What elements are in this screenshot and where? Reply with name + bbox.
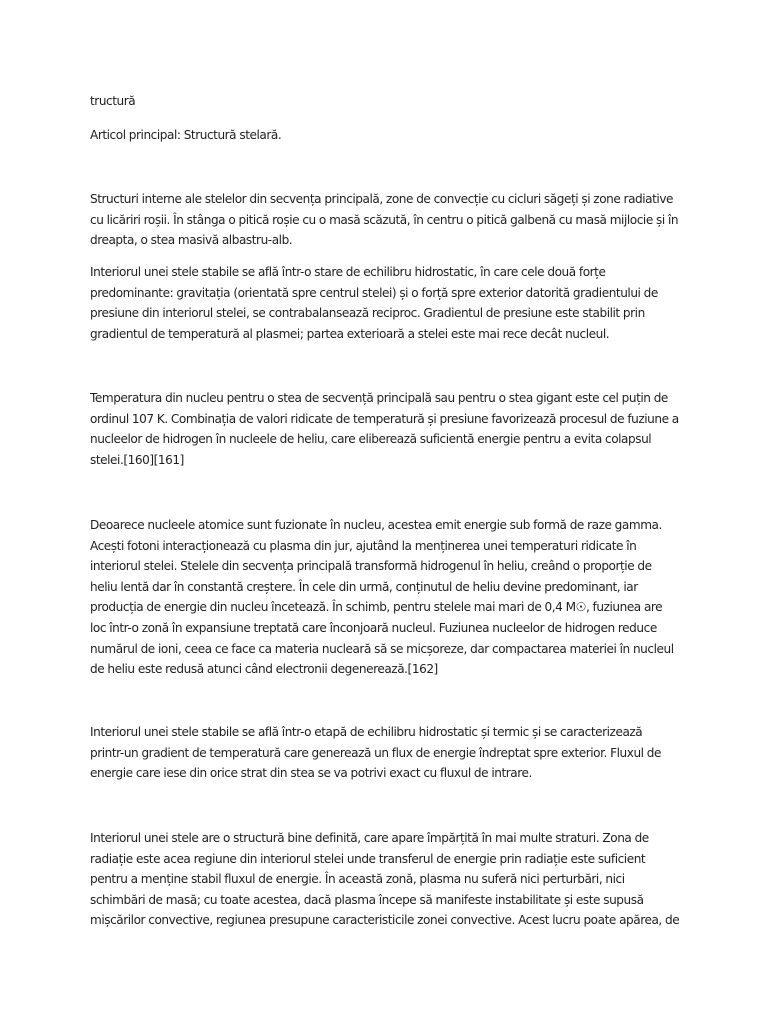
paragraph-fusion	[90, 515, 690, 680]
paragraph-line: Interiorul unei stele are o structură bine definită, care apare împărțită în mai multe straturi. Zona de	[90, 831, 649, 845]
paragraph-structure	[90, 828, 690, 931]
heading-text: tructură	[90, 94, 136, 108]
paragraph-line: stelei.[160][161]	[90, 452, 184, 467]
paragraph-core-temperature	[90, 388, 690, 470]
paragraph-line: mișcărilor convective, regiunea presupune caracteristicile zonei convective. Acest lucru poate apărea, de	[90, 913, 680, 928]
paragraph-line: ordinul 107 K. Combinația de valori ridicate de temperatură și presiune favorizează procesul de fuziune a	[90, 411, 679, 426]
section-heading	[90, 91, 690, 112]
paragraph-line: cu licăriri roșii. În stânga o pitică roșie cu o masă scăzută, în centru o pitică galbenă cu masă mijlocie și în	[90, 212, 679, 227]
paragraph-line: numărul de ioni, ceea ce face ca materia nucleară să se micșoreze, dar compactarea materiei în nucleul	[90, 641, 674, 656]
paragraph-line: radiație este acea regiune din interiorul stelei unde transferul de energie prin radiație este suficient	[90, 851, 646, 866]
paragraph-line: nucleelor de hidrogen în nucleele de heliu, care eliberează suficientă energie pentru a evita colapsul	[90, 432, 652, 447]
paragraph-line: Structuri interne ale stelelor din secvența principală, zone de convecție cu cicluri săgeți și zone radiative	[90, 192, 674, 206]
paragraph-line: loc într-o zonă în expansiune treptată care înconjoară nucleul. Fuziunea nucleelor de hidrogen reduce	[90, 620, 657, 635]
paragraph-line: pentru a menține stabil fluxul de energie. În această zonă, plasma nu suferă nici perturbări, nici	[90, 872, 625, 887]
main-article-note-text: Articol principal: Structură stelară.	[90, 128, 282, 142]
paragraph-line: interiorul stelei. Stelele din secvența principală transformă hidrogenul în heliu, creând o proporție de	[90, 559, 652, 574]
paragraph-line: producția de energie din nucleu încetează. În schimb, pentru stelele mai mari de 0,4 M☉, fuziunea are	[90, 600, 663, 615]
paragraph-line: Interiorul unei stele stabile se află într-o stare de echilibru hidrostatic, în care cele două forțe	[90, 265, 606, 279]
paragraph-line: presiune din interiorul stelei, se contrabalansează reciproc. Gradientul de presiune este stabilit prin	[90, 306, 645, 321]
paragraph-equilibrium	[90, 262, 690, 344]
paragraph-line: energie care iese din orice strat din stea se va potrivi exact cu fluxul de intrare.	[90, 766, 532, 781]
paragraph-line: Interiorul unei stele stabile se află într-o etapă de echilibru hidrostatic și termic și se caracterizează	[90, 725, 643, 739]
paragraph-thermal-equilibrium	[90, 722, 690, 784]
paragraph-line: Deoarece nucleele atomice sunt fuzionate în nucleu, acestea emit energie sub formă de raze gamma.	[90, 518, 662, 532]
paragraph-line: predominante: gravitația (orientată spre centrul stelei) și o forță spre exterior datorită gradientului de	[90, 285, 658, 300]
paragraph-line: heliu lentă dar în constantă creștere. În cele din urmă, conținutul de heliu devine predominant, iar	[90, 579, 638, 594]
paragraph-line: schimbări de masă; cu toate acestea, dacă plasma începe să manifeste instabilitate și este supusă	[90, 892, 644, 907]
paragraph-line: gradientul de temperatură al plasmei; partea exterioară a stelei este mai rece decât nucleul.	[90, 326, 610, 341]
paragraph-line: dreapta, o stea masivă albastru-alb.	[90, 233, 293, 248]
main-article-note	[90, 125, 690, 146]
paragraph-line: printr-un gradient de temperatură care generează un flux de energie îndreptat spre exterior. Fluxul de	[90, 745, 661, 760]
paragraph-line: Temperatura din nucleu pentru o stea de secvență principală sau pentru o stea gigant este cel puțin de	[90, 391, 668, 405]
paragraph-line: de heliu este redusă atunci când electronii degenerează.[162]	[90, 662, 438, 677]
paragraph-line: Acești fotoni interacționează cu plasma din jur, ajutând la menținerea unei temperaturi ridicate în	[90, 538, 637, 553]
paragraph-caption	[90, 189, 690, 251]
